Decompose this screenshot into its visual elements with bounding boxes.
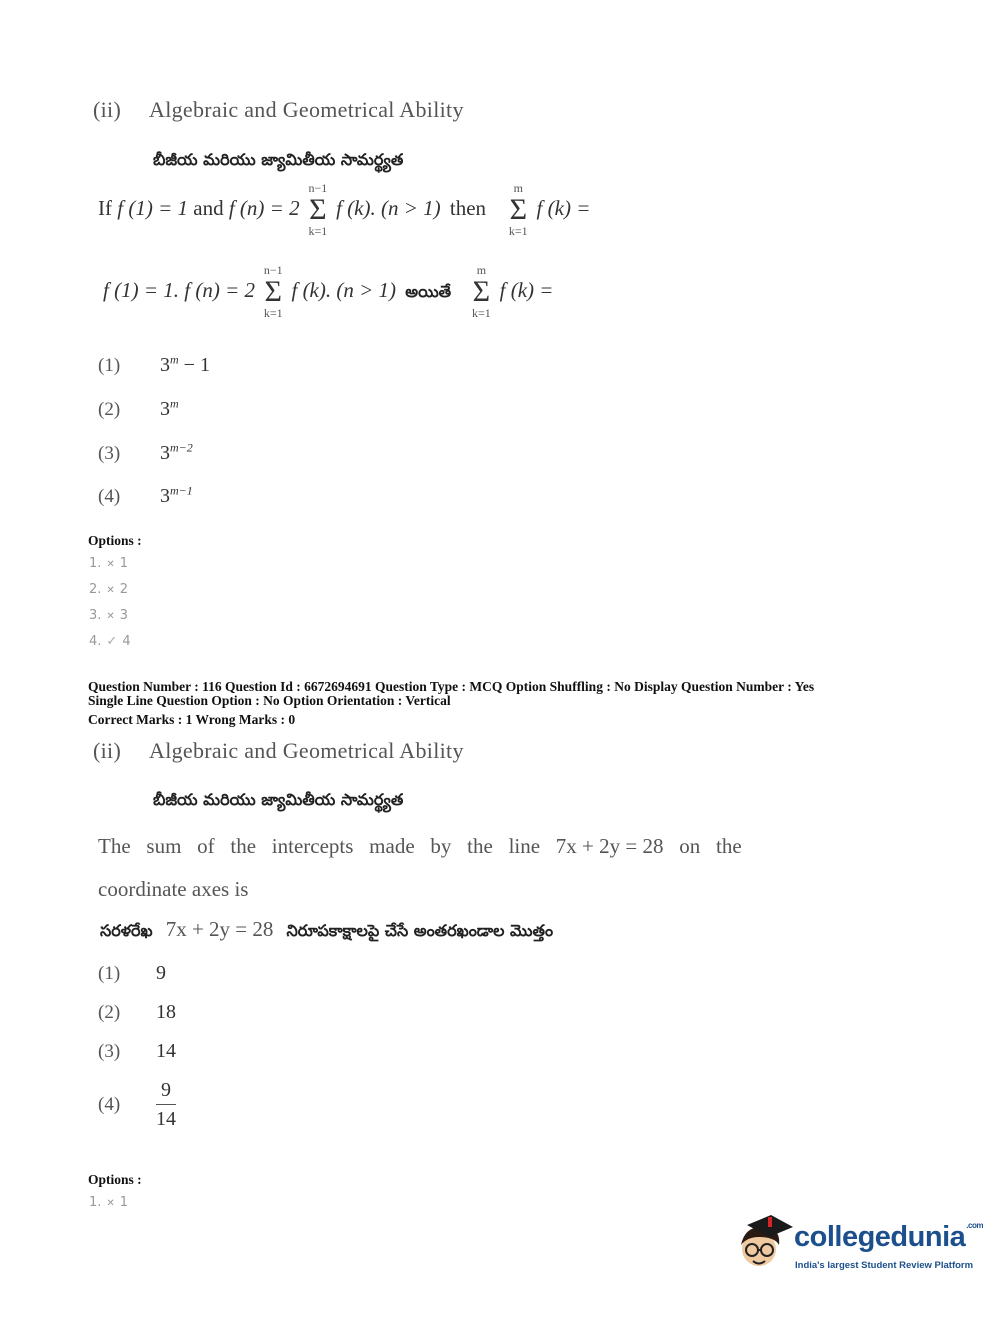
option-value: $3^{m-1}$ bbox=[160, 483, 193, 507]
option-number: (1) bbox=[98, 963, 121, 984]
brand-tagline: India's largest Student Review Platform bbox=[795, 1260, 974, 1271]
sigma-symbol: m Σ k=1 bbox=[471, 263, 491, 320]
answer-option bbox=[98, 440, 193, 465]
option-value: 18 bbox=[156, 1001, 176, 1023]
telugu-word: అయితే bbox=[405, 281, 452, 301]
question-part: f (1) = 1 bbox=[117, 195, 188, 220]
option-value: 14 bbox=[156, 1040, 176, 1062]
question-part: f (k). (n > 1) bbox=[336, 195, 441, 220]
telugu-word: నిరూపకాక్షాలపై చేసే అంతరఖండాల మొత్తం bbox=[286, 921, 554, 940]
option-value: 9 bbox=[156, 962, 166, 984]
telugu-question bbox=[100, 917, 553, 944]
option-value: 3$^m$ bbox=[160, 396, 179, 420]
answer-option bbox=[98, 352, 210, 377]
choice-row: 3. ✕ 3 bbox=[89, 608, 129, 623]
answer-option bbox=[98, 962, 166, 985]
question-meta-line: Single Line Question Option : No Option Orientation : Vertical bbox=[88, 693, 451, 708]
cross-icon: ✕ bbox=[106, 585, 115, 596]
choice-row: 4. ✓ 4 bbox=[89, 634, 131, 649]
section-title: Algebraic and Geometrical Ability bbox=[149, 738, 464, 763]
choice-row: 1. ✕ 1 bbox=[89, 1195, 129, 1210]
question-word: and bbox=[193, 195, 224, 220]
option-number: (1) bbox=[98, 354, 121, 376]
answer-option bbox=[98, 1001, 176, 1024]
cross-icon: ✕ bbox=[106, 559, 115, 570]
section-heading bbox=[93, 738, 464, 764]
choice-row: 1. ✕ 1 bbox=[89, 556, 129, 571]
telugu-section-title: బీజీయ మరియు జ్యామితీయ సామర్థ్యత bbox=[153, 150, 404, 169]
question-meta-line: Correct Marks : 1 Wrong Marks : 0 bbox=[88, 712, 296, 727]
telugu-section-title: బీజీయ మరియు జ్యామితీయ సామర్థ్యత bbox=[153, 790, 404, 809]
section-title: Algebraic and Geometrical Ability bbox=[149, 97, 464, 122]
sigma-symbol: n−1 Σ k=1 bbox=[263, 263, 283, 320]
question-meta-line: Question Number : 116 Question Id : 6672694691 Question Type : MCQ Option Shuffling : No Display Question Number : Yes bbox=[88, 679, 815, 694]
question-part: f (n) = 2 bbox=[228, 195, 300, 220]
english-question bbox=[98, 182, 590, 238]
question-part: f (k). (n > 1) bbox=[291, 277, 397, 302]
cross-icon: ✕ bbox=[106, 1198, 115, 1209]
section-number: (ii) bbox=[93, 738, 122, 763]
section-number: (ii) bbox=[93, 97, 122, 122]
telugu-question bbox=[103, 264, 553, 320]
mascot-icon bbox=[737, 1211, 795, 1277]
options-label: Options : bbox=[88, 1172, 142, 1187]
option-fraction: $\frac{9}{14}$ bbox=[156, 1076, 176, 1133]
answer-option bbox=[98, 1076, 176, 1133]
answer-option bbox=[98, 1040, 176, 1063]
answer-option bbox=[98, 396, 179, 421]
question-part: f (1) = 1. f (n) = 2 bbox=[103, 277, 255, 302]
options-label: Options : bbox=[88, 533, 142, 548]
check-icon: ✓ bbox=[106, 634, 118, 649]
option-number: (2) bbox=[98, 398, 121, 420]
option-number: (4) bbox=[98, 1093, 121, 1115]
section-heading bbox=[93, 97, 464, 123]
brand-name: collegedunia$^{.com}$ bbox=[794, 1221, 983, 1253]
option-number: (3) bbox=[98, 1041, 121, 1062]
cross-icon: ✕ bbox=[106, 611, 115, 622]
option-value: $3^{m-2}$ bbox=[160, 440, 193, 464]
question-word: then bbox=[449, 195, 487, 220]
telugu-word: సరళరేఖ bbox=[100, 921, 153, 940]
sigma-symbol: n−1 Σ k=1 bbox=[308, 181, 328, 238]
option-number: (3) bbox=[98, 442, 121, 464]
collegedunia-logo bbox=[737, 1211, 983, 1281]
choice-row: 2. ✕ 2 bbox=[89, 582, 129, 597]
question-lead: If bbox=[98, 195, 112, 220]
question-part: f (k) = bbox=[536, 195, 591, 220]
option-value: $3^m - 1$ bbox=[160, 352, 210, 376]
sigma-symbol: m Σ k=1 bbox=[508, 181, 528, 238]
option-number: (2) bbox=[98, 1002, 121, 1023]
english-question-line: coordinate axes is bbox=[98, 877, 249, 901]
answer-option bbox=[98, 483, 193, 508]
english-question-line: The sum of the intercepts made by the line 7x + 2y = 28 on the bbox=[98, 834, 742, 858]
option-number: (4) bbox=[98, 485, 121, 507]
equation: 7x + 2y = 28 bbox=[165, 917, 274, 941]
question-part: f (k) = bbox=[499, 277, 554, 302]
